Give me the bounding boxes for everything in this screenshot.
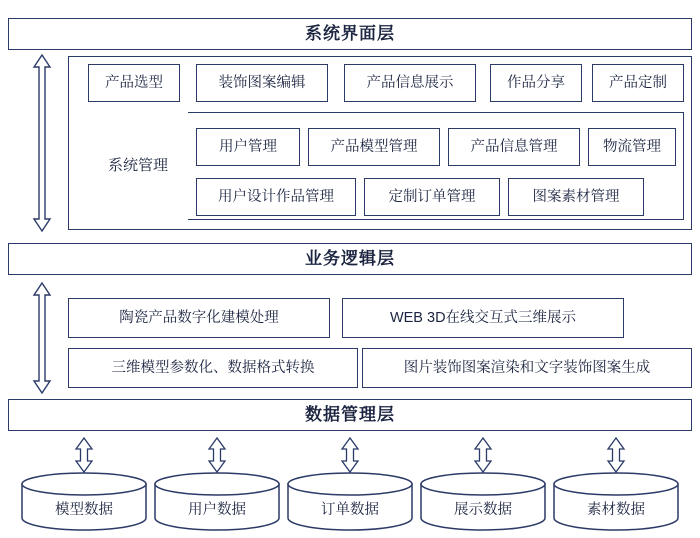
datastore-display[interactable] bbox=[419, 472, 547, 530]
sysmgmt-item-pattern-asset-management-label: 图案素材管理 bbox=[532, 188, 620, 205]
business-item-parametric-conversion[interactable] bbox=[68, 348, 358, 388]
business-item-digital-modeling[interactable] bbox=[68, 298, 330, 338]
datastore-asset[interactable] bbox=[552, 472, 680, 530]
sysmgmt-item-model-management-label: 产品模型管理 bbox=[330, 138, 418, 155]
ui-item-product-customization-label: 产品定制 bbox=[609, 74, 667, 91]
sysmgmt-item-logistics-management[interactable] bbox=[588, 128, 676, 166]
datastore-user[interactable] bbox=[153, 472, 281, 530]
arrow-store-display bbox=[472, 436, 494, 474]
layer-band-business bbox=[8, 243, 692, 275]
ui-item-work-share[interactable] bbox=[490, 64, 582, 102]
business-item-parametric-conversion-label: 三维模型参数化、数据格式转换 bbox=[111, 359, 315, 376]
sysmgmt-item-user-works-management-label: 用户设计作品管理 bbox=[218, 188, 334, 205]
business-item-pattern-render-label: 图片装饰图案渲染和文字装饰图案生成 bbox=[403, 359, 651, 376]
datastore-model-label: 模型数据 bbox=[55, 502, 113, 518]
business-item-digital-modeling-label: 陶瓷产品数字化建模处理 bbox=[119, 309, 279, 326]
sysmgmt-item-model-management[interactable] bbox=[308, 128, 440, 166]
arrow-ui-vertical bbox=[30, 52, 54, 234]
datastore-user-label: 用户数据 bbox=[188, 502, 246, 518]
arrow-store-order bbox=[339, 436, 361, 474]
ui-item-product-info-display-label: 产品信息展示 bbox=[366, 74, 454, 91]
ui-item-work-share-label: 作品分享 bbox=[507, 74, 565, 91]
layer-band-ui-label: 系统界面层 bbox=[305, 24, 395, 44]
ui-item-product-info-display[interactable] bbox=[344, 64, 476, 102]
sysmgmt-item-product-info-management[interactable] bbox=[448, 128, 580, 166]
sysmgmt-item-custom-order-management-label: 定制订单管理 bbox=[388, 188, 476, 205]
arrow-store-user bbox=[206, 436, 228, 474]
sysmgmt-item-custom-order-management[interactable] bbox=[364, 178, 500, 216]
ui-item-product-selection-label: 产品选型 bbox=[105, 74, 163, 91]
sysmgmt-item-pattern-asset-management[interactable] bbox=[508, 178, 644, 216]
ui-item-pattern-edit-label: 装饰图案编辑 bbox=[218, 74, 306, 91]
business-item-web3d-display[interactable] bbox=[342, 298, 624, 338]
ui-item-product-selection[interactable] bbox=[88, 64, 180, 102]
arrow-business-vertical bbox=[30, 280, 54, 396]
ui-item-product-customization[interactable] bbox=[592, 64, 684, 102]
business-item-pattern-render[interactable] bbox=[362, 348, 692, 388]
business-item-web3d-display-label: WEB 3D在线交互式三维展示 bbox=[389, 309, 577, 326]
sysmgmt-item-user-management-label: 用户管理 bbox=[219, 138, 277, 155]
datastore-model[interactable] bbox=[20, 472, 148, 530]
sysmgmt-item-user-management[interactable] bbox=[196, 128, 300, 166]
layer-band-business-label: 业务逻辑层 bbox=[305, 249, 395, 269]
sysmgmt-label-box bbox=[88, 112, 188, 220]
datastore-display-label: 展示数据 bbox=[454, 502, 512, 518]
sysmgmt-label: 系统管理 bbox=[107, 157, 168, 175]
sysmgmt-item-user-works-management[interactable] bbox=[196, 178, 356, 216]
layer-band-data bbox=[8, 399, 692, 431]
ui-item-pattern-edit[interactable] bbox=[196, 64, 328, 102]
datastore-order-label: 订单数据 bbox=[321, 502, 379, 518]
datastore-asset-label: 素材数据 bbox=[587, 502, 645, 518]
datastore-order[interactable] bbox=[286, 472, 414, 530]
layer-band-data-label: 数据管理层 bbox=[305, 405, 395, 425]
sysmgmt-item-logistics-management-label: 物流管理 bbox=[603, 138, 661, 155]
arrow-store-asset bbox=[605, 436, 627, 474]
sysmgmt-item-product-info-management-label: 产品信息管理 bbox=[470, 138, 558, 155]
layer-band-ui bbox=[8, 18, 692, 50]
arrow-store-model bbox=[73, 436, 95, 474]
